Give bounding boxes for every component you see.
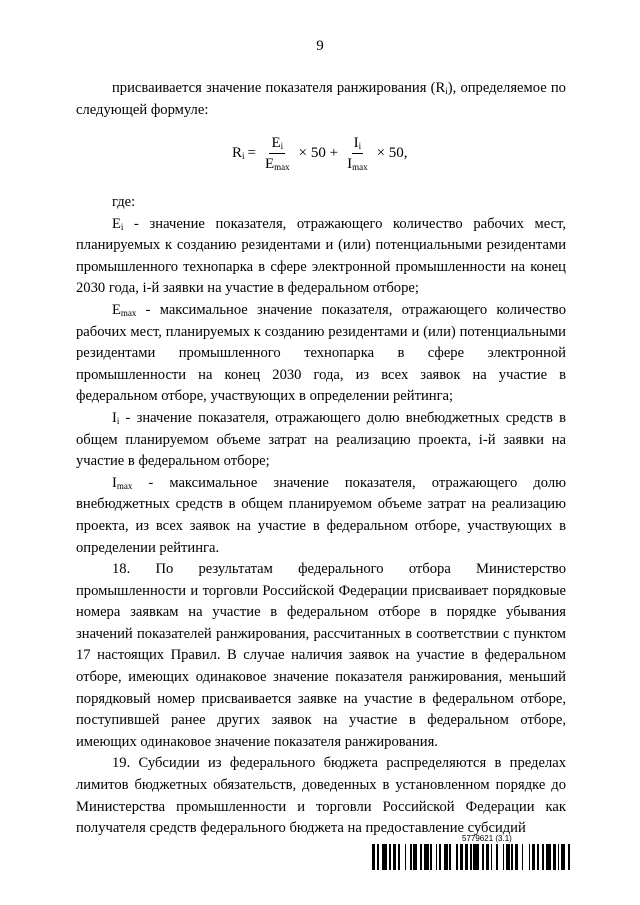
formula-term-2: × 50,	[376, 144, 408, 161]
definitions-block	[76, 192, 566, 840]
where-label: где:	[112, 194, 136, 210]
fraction-numerator: $E_i$	[269, 134, 285, 154]
definition-ii: $I_i$ - значение показателя, отражающего долю внебюджетных средств в общем планируемом объеме затрат на реализацию проекта, i-й заявки на участие в федеральном отборе;	[76, 409, 566, 470]
formula-fraction-i	[345, 134, 370, 173]
intro-text: присваивается значение показателя ранжирования $(R_i)$, определяемое по следующей формуле:	[76, 80, 566, 118]
definition-emax: $E_{max}$ - максимальное значение показателя, отражающего количество рабочих мест, планируемых к созданию резидентами и (или) потенциальными резидентами промышленного технопарка в сфере электронной промышленности на конец 2030 года, из всех заявок на участие в федеральном отборе, участвующих в определении рейтинга;	[76, 301, 566, 405]
formula-equals: =	[247, 144, 256, 161]
paragraph-18: 18. По результатам федерального отбора Министерство промышленности и торговли Российской Федерации присваивает порядковые номера заявкам на участие в федеральном отборе в порядке убывания значений показателей ранжирования, рассчитанных в соответствии с пунктом 17 настоящих Правил. В случае наличия заявок на участие в федеральном отборе, имеющих одинаковое значение показателя ранжирования, меньший порядковый номер присваивается заявке на участие в федеральном отборе, поступившей ранее других заявок на участие в федеральном отборе, имеющих одинаковое значение показателя ранжирования.	[76, 561, 566, 750]
fraction-numerator: $I_i$	[352, 134, 364, 154]
page-number: 9	[316, 38, 324, 54]
intro-paragraph	[76, 78, 566, 121]
formula-lhs: $R_i$	[232, 144, 245, 161]
document-code: 5779621 (3.1)	[462, 834, 512, 843]
definition-ei: $E_i$ - значение показателя, отражающего количество рабочих мест, планируемых к созданию резидентами и (или) потенциальными резидентами промышленного технопарка в сфере электронной промышленности на конец 2030 года, i-й заявки на участие в федеральном отборе;	[76, 215, 566, 297]
definition-imax: $I_{max}$ - максимальное значение показателя, отражающего долю внебюджетных средств в общем планируемом объеме затрат на реализацию проекта, из всех заявок на участие в федеральном отборе, участвующих в определении рейтинга.	[76, 474, 566, 556]
fraction-denominator: $I_{max}$	[347, 155, 368, 172]
formula-term-1: × 50 +	[298, 144, 339, 161]
fraction-denominator: $E_{max}$	[265, 155, 290, 172]
formula-fraction-e	[263, 134, 292, 173]
ranking-formula	[232, 128, 411, 178]
paragraph-19: 19. Субсидии из федерального бюджета распределяются в пределах лимитов бюджетных обязательств, доведенных в установленном порядке до Министерства промышленности и торговли Российской Федерации как получателя средств федерального бюджета на предоставление субсидий	[76, 755, 566, 837]
barcode	[372, 844, 572, 870]
